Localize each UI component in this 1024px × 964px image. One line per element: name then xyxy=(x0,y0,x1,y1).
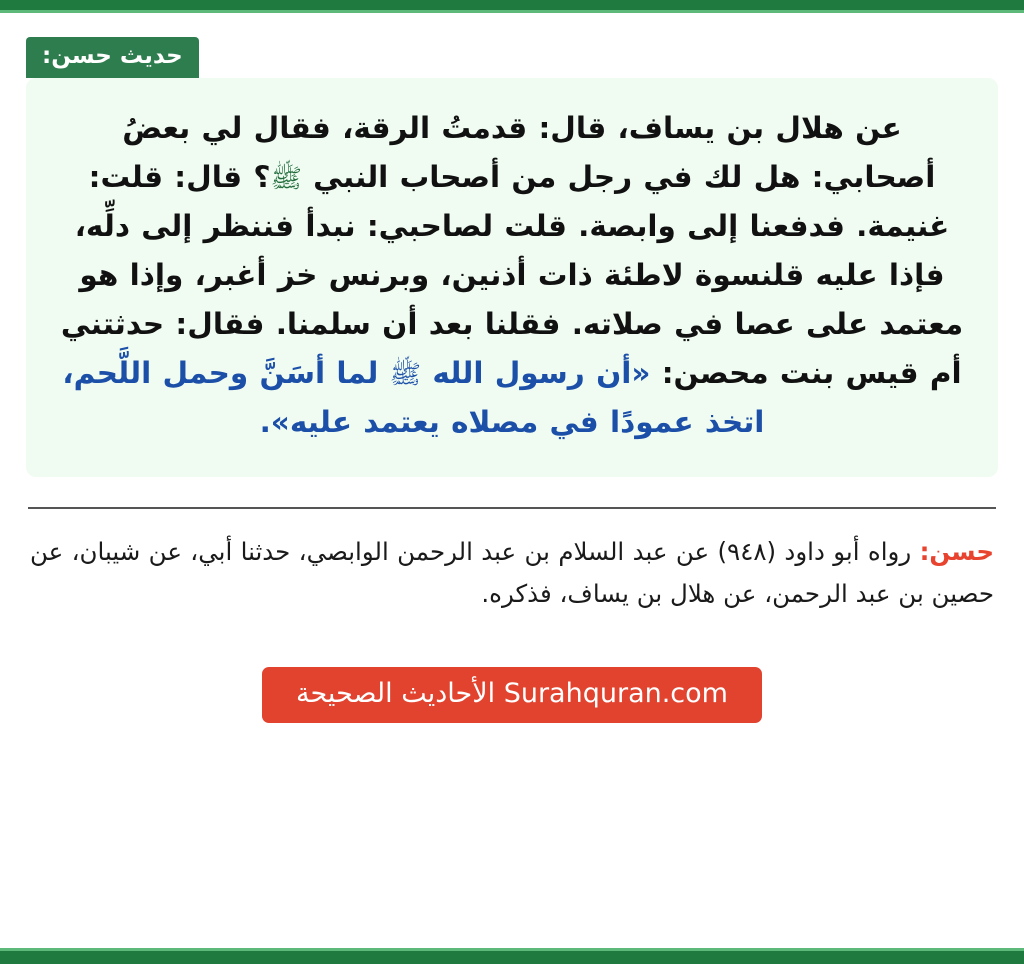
quote-close-mark: ». xyxy=(259,405,290,440)
site-name: Surahquran.com xyxy=(503,678,728,710)
hadith-part-1: عن هلال بن يساف، قال: قدمتُ الرقة، فقال لي بعضُ أصحابي: هل لك في رجل من أصحاب النبي xyxy=(122,111,936,195)
salla-allahu-alayhi-wa-sallam-icon: ﷺ xyxy=(270,164,302,195)
footer-row xyxy=(26,667,998,723)
quote-open-mark: « xyxy=(631,356,651,391)
salla-allahu-alayhi-wa-sallam-icon-2: ﷺ xyxy=(389,360,422,391)
hadith-part-2: ؟ قال: قلت: غنيمة. فدفعنا إلى وابصة. قلت لصاحبي: نبدأ فننظر إلى دلِّه، فإذا عليه قلنسوة لاطئة ذات أذنين، وبرنس خز أغبر، وإذا هو معتمد على عصا في صلاته. فقلنا بعد أن سلمنا. فقال: حدثتني أم قيس بنت محصن: xyxy=(60,160,964,391)
top-accent-bar xyxy=(0,0,1024,10)
bottom-accent-bar xyxy=(0,951,1024,964)
quote-part-1: أن رسول الله xyxy=(421,356,632,391)
takhrij-paragraph xyxy=(26,531,998,615)
site-footer-badge[interactable] xyxy=(262,667,762,723)
page-content xyxy=(0,13,1024,951)
takhrij-grade-word: حسن: xyxy=(919,537,995,567)
section-divider xyxy=(28,507,996,509)
hadith-text-box xyxy=(26,78,998,477)
grade-label-row xyxy=(26,37,998,78)
hadith-body xyxy=(56,104,968,447)
quote-part-2: لما أسَنَّ وحمل اللَّحم، اتخذ عمودًا في مصلاه يعتمد عليه xyxy=(62,356,765,440)
hadith-grade-badge: حديث حسن: xyxy=(26,37,199,78)
takhrij-text: رواه أبو داود (٩٤٨) عن عبد السلام بن عبد الرحمن الوابصي، حدثنا أبي، عن شيبان، عن حصين بن عبد الرحمن، عن هلال بن يساف، فذكره. xyxy=(30,537,994,609)
footer-label-arabic: الأحاديث الصحيحة xyxy=(296,678,496,710)
